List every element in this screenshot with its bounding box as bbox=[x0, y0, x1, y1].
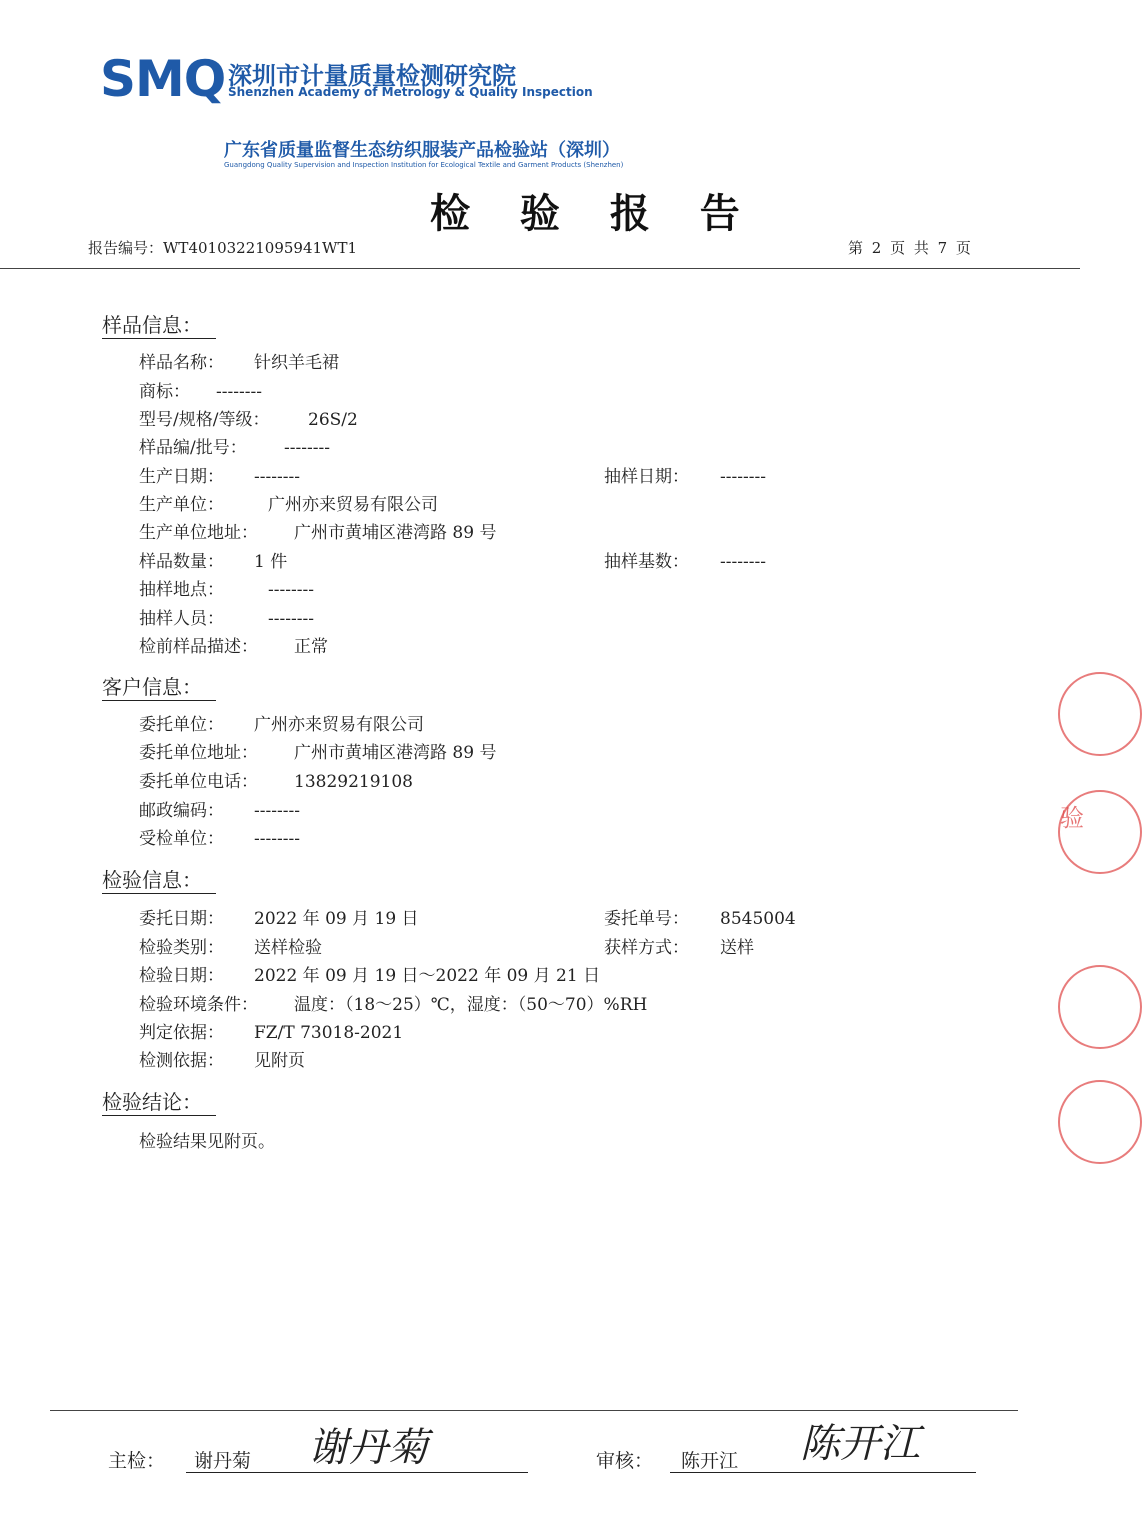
org-name-cn: 深圳市计量质量检测研究院 bbox=[228, 62, 516, 90]
field-label: 判定依据： bbox=[139, 1023, 224, 1043]
field-label: 检验环境条件： bbox=[139, 995, 258, 1015]
smq-logo: SMQ bbox=[100, 50, 226, 108]
report-number: 报告编号：WT40103221095941WT1 bbox=[88, 239, 358, 257]
sample-quantity: 1 件 bbox=[254, 552, 288, 572]
header-divider bbox=[0, 268, 1080, 269]
field-label: 抽样日期： bbox=[604, 467, 689, 487]
field-label: 抽样基数： bbox=[604, 552, 689, 572]
sampler: -------- bbox=[268, 609, 314, 629]
field-label: 委托单位电话： bbox=[139, 772, 258, 792]
field-label: 商标： bbox=[139, 382, 190, 402]
postcode: -------- bbox=[254, 801, 300, 821]
entrusting-phone: 13829219108 bbox=[294, 772, 413, 792]
entrusting-address: 广州市黄埔区港湾路 89 号 bbox=[294, 743, 497, 763]
production-date: -------- bbox=[254, 467, 300, 487]
test-method: 见附页 bbox=[254, 1051, 305, 1071]
signature-line bbox=[670, 1472, 976, 1473]
entrusting-unit: 广州亦来贸易有限公司 bbox=[254, 715, 424, 735]
inspector-label: 主检： bbox=[108, 1450, 166, 1472]
inspection-type: 送样检验 bbox=[254, 938, 322, 958]
model: 26S/2 bbox=[308, 410, 358, 430]
sampling-date: -------- bbox=[720, 467, 766, 487]
station-name-cn: 广东省质量监督生态纺织服装产品检验站（深圳） bbox=[224, 140, 620, 161]
field-label: 受检单位： bbox=[139, 829, 224, 849]
field-label: 生产单位： bbox=[139, 495, 224, 515]
page-indicator: 第 2 页 共 7 页 bbox=[848, 239, 973, 257]
reviewer-signature: 陈开江 bbox=[800, 1421, 920, 1467]
page-title: 检 验 报 告 bbox=[430, 191, 758, 237]
reviewer-name: 陈开江 bbox=[681, 1450, 739, 1472]
field-label: 样品数量： bbox=[139, 552, 224, 572]
seal-stamp bbox=[1058, 1080, 1142, 1164]
field-label: 检测依据： bbox=[139, 1051, 224, 1071]
pre-test-description: 正常 bbox=[294, 637, 328, 657]
judgment-basis: FZ/T 73018-2021 bbox=[254, 1023, 404, 1043]
brand: -------- bbox=[216, 382, 262, 402]
seal-stamp bbox=[1058, 672, 1142, 756]
org-name-en: Shenzhen Academy of Metrology & Quality Inspection bbox=[228, 85, 593, 99]
inspector-name: 谢丹菊 bbox=[194, 1450, 252, 1472]
field-label: 抽样人员： bbox=[139, 609, 224, 629]
inspection-date: 2022 年 09 月 19 日～2022 年 09 月 21 日 bbox=[254, 966, 601, 986]
section-heading-inspection: 检验信息： bbox=[102, 867, 216, 894]
field-label: 样品编/批号： bbox=[139, 438, 247, 458]
producer: 广州亦来贸易有限公司 bbox=[268, 495, 438, 515]
field-label: 委托单号： bbox=[604, 909, 689, 929]
section-heading-conclusion: 检验结论： bbox=[102, 1089, 216, 1116]
producer-address: 广州市黄埔区港湾路 89 号 bbox=[294, 523, 497, 543]
station-name-en: Guangdong Quality Supervision and Inspection Institution for Ecological Textile and Garment Products (Shenzhen) bbox=[224, 161, 624, 169]
conclusion-text: 检验结果见附页。 bbox=[139, 1132, 275, 1152]
field-label: 获样方式： bbox=[604, 938, 689, 958]
environment-conditions: 温度：（18～25）℃，湿度：（50～70）%RH bbox=[294, 995, 648, 1015]
seal-stamp bbox=[1058, 965, 1142, 1049]
field-label: 型号/规格/等级： bbox=[139, 410, 270, 430]
order-number: 8545004 bbox=[720, 909, 796, 929]
sampling-base: -------- bbox=[720, 552, 766, 572]
footer-divider bbox=[50, 1410, 1018, 1411]
entrust-date: 2022 年 09 月 19 日 bbox=[254, 909, 419, 929]
field-label: 委托日期： bbox=[139, 909, 224, 929]
seal-stamp: 验 bbox=[1060, 804, 1084, 832]
sampling-place: -------- bbox=[268, 580, 314, 600]
signature-line bbox=[186, 1472, 528, 1473]
reviewer-label: 审核： bbox=[596, 1450, 654, 1472]
batch-number: -------- bbox=[284, 438, 330, 458]
field-label: 委托单位地址： bbox=[139, 743, 258, 763]
field-label: 抽样地点： bbox=[139, 580, 224, 600]
inspector-signature: 谢丹菊 bbox=[308, 1425, 428, 1471]
field-label: 样品名称： bbox=[139, 353, 224, 373]
sample-obtain-method: 送样 bbox=[720, 938, 754, 958]
section-heading-client: 客户信息： bbox=[102, 674, 216, 701]
field-label: 检验日期： bbox=[139, 966, 224, 986]
field-label: 生产日期： bbox=[139, 467, 224, 487]
field-label: 检前样品描述： bbox=[139, 637, 258, 657]
field-label: 生产单位地址： bbox=[139, 523, 258, 543]
section-heading-sample: 样品信息： bbox=[102, 312, 216, 339]
field-label: 邮政编码： bbox=[139, 801, 224, 821]
field-label: 检验类别： bbox=[139, 938, 224, 958]
sample-name: 针织羊毛裙 bbox=[254, 353, 339, 373]
field-label: 委托单位： bbox=[139, 715, 224, 735]
inspected-unit: -------- bbox=[254, 829, 300, 849]
